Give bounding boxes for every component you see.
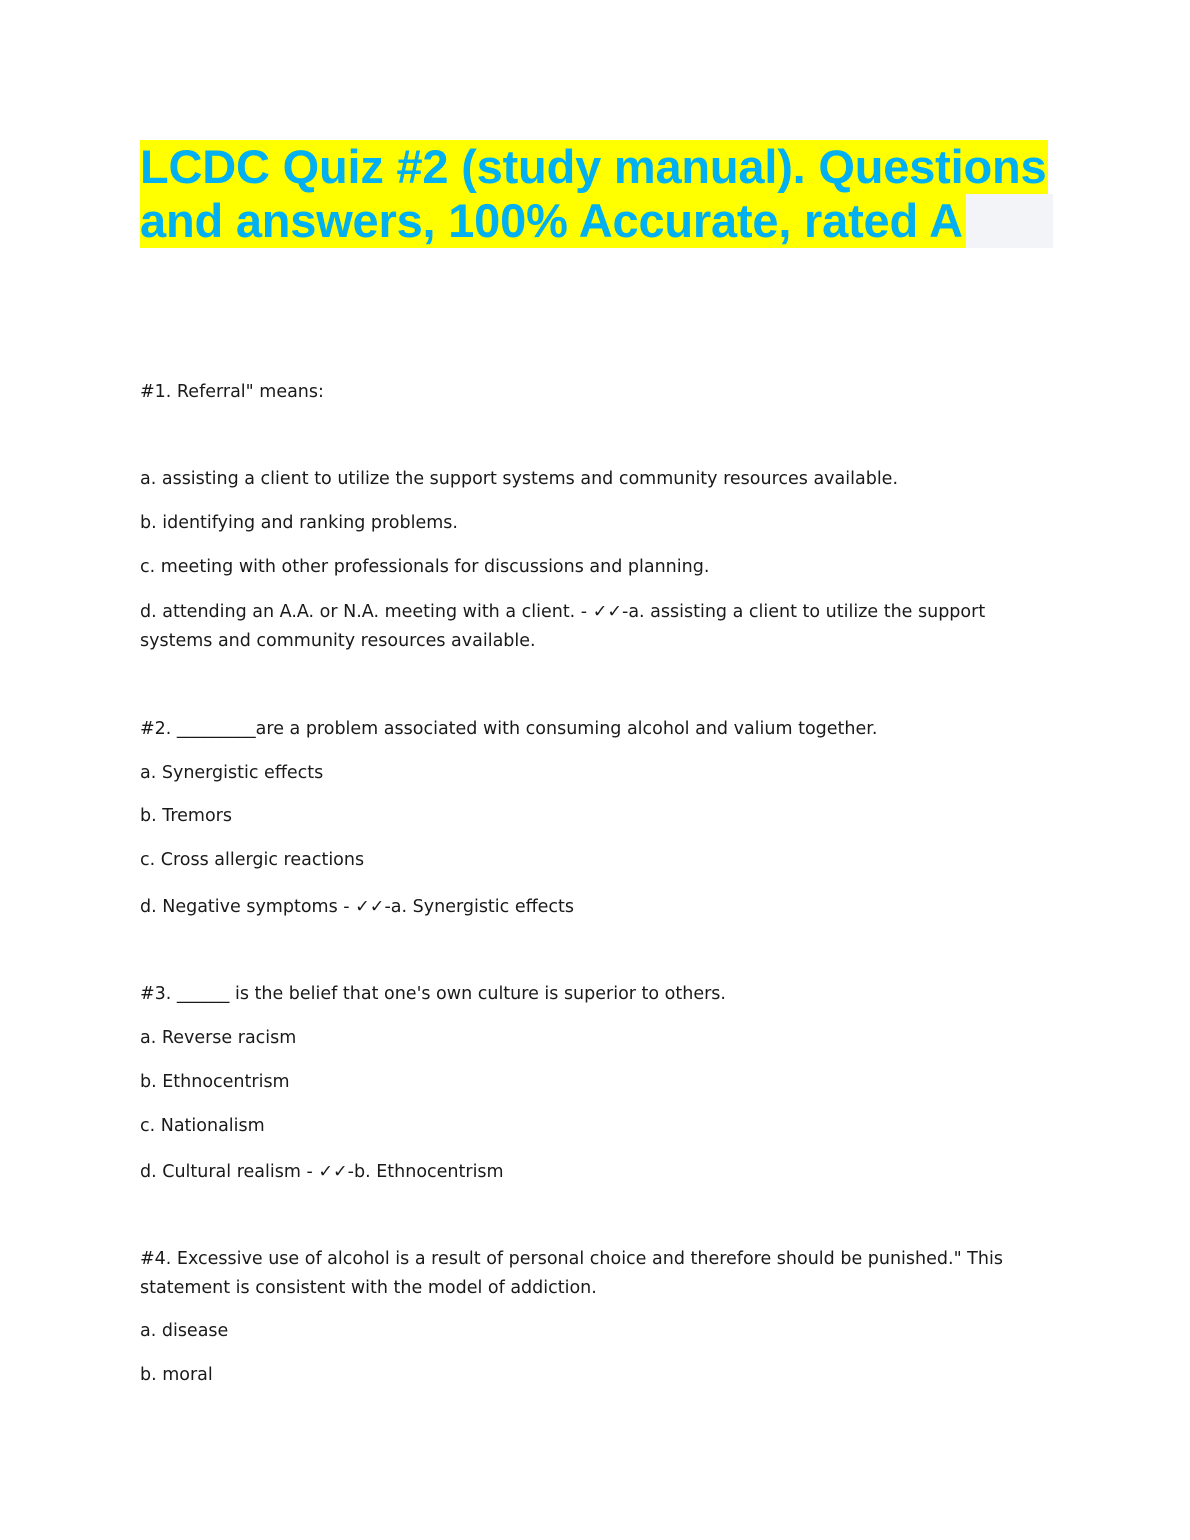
question-1-option-d-with-answer <box>140 598 1020 656</box>
checkmark-icon: ✓✓ <box>592 602 623 622</box>
question-3-option-c: c. Nationalism <box>140 1116 265 1136</box>
question-1-option-c: c. meeting with other professionals for discussions and planning. <box>140 557 710 577</box>
document-title <box>140 140 1053 248</box>
question-3-option-d-with-answer <box>140 1161 504 1183</box>
question-1-option-b: b. identifying and ranking problems. <box>140 513 458 533</box>
question-2-prompt: #2. _________are a problem associated with consuming alcohol and valium together. <box>140 719 878 739</box>
checkmark-icon: ✓✓ <box>355 897 385 917</box>
question-1-option-a: a. assisting a client to utilize the support systems and community resources available. <box>140 469 899 489</box>
title-line-1: LCDC Quiz #2 (study manual). Questions <box>140 140 1047 193</box>
question-4-prompt: #4. Excessive use of alcohol is a result of personal choice and therefore should be punished." This statement is consistent with the model of addiction. <box>140 1249 1003 1298</box>
question-2-option-a: a. Synergistic effects <box>140 763 324 783</box>
question-1-option-d: d. attending an A.A. or N.A. meeting with a client. - <box>140 602 593 622</box>
question-2-answer: -a. Synergistic effects <box>384 897 575 917</box>
question-3-prompt: #3. ______ is the belief that one's own culture is superior to others. <box>140 984 726 1004</box>
question-1-prompt: #1. Referral" means: <box>140 382 324 402</box>
title-background-shade <box>966 194 1053 248</box>
question-3-answer: -b. Ethnocentrism <box>347 1162 504 1182</box>
checkmark-icon: ✓✓ <box>318 1162 348 1182</box>
question-4-option-b: b. moral <box>140 1365 213 1385</box>
question-2-option-c: c. Cross allergic reactions <box>140 850 365 870</box>
question-1-answer: -a. assisting a client to utilize the support systems and community resources available. <box>140 602 986 651</box>
question-3-option-d: d. Cultural realism - <box>140 1162 319 1182</box>
question-2-option-b: b. Tremors <box>140 806 232 826</box>
title-line-2: and answers, 100% Accurate, rated A <box>140 194 966 248</box>
question-2-option-d-with-answer <box>140 896 574 918</box>
question-3-option-b: b. Ethnocentrism <box>140 1072 290 1092</box>
question-2-option-d: d. Negative symptoms - <box>140 897 356 917</box>
question-3-option-a: a. Reverse racism <box>140 1028 297 1048</box>
question-4-option-a: a. disease <box>140 1321 229 1341</box>
